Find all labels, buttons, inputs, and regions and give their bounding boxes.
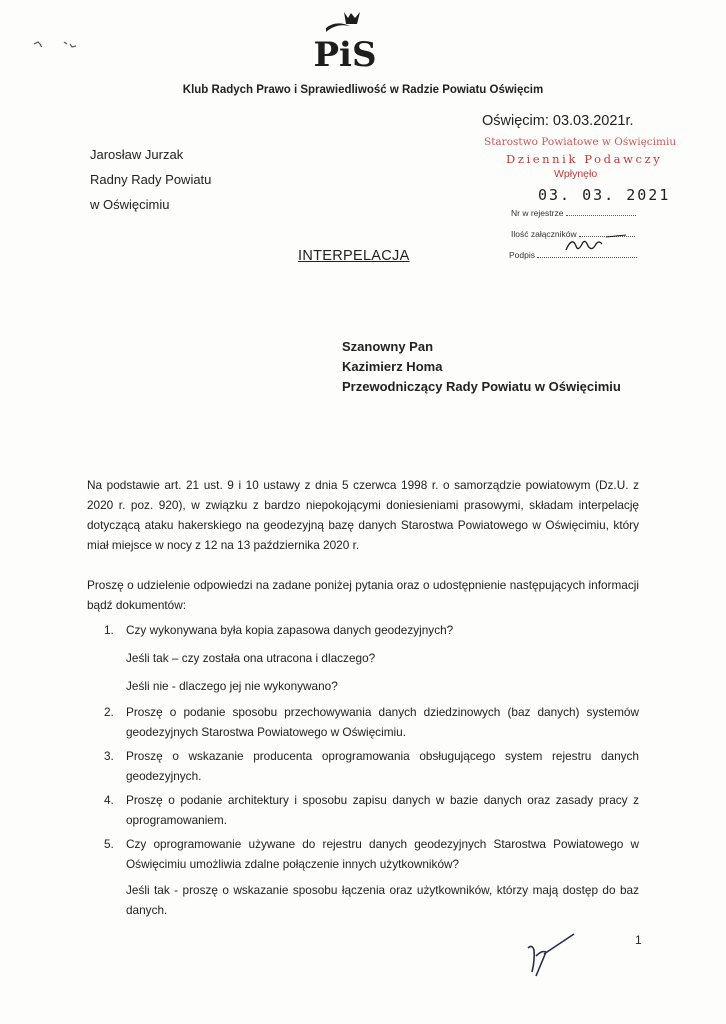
stamp-office: Starostwo Powiatowe w Oświęcimiu: [484, 136, 677, 148]
sender-name: Jarosław Jurzak: [90, 147, 184, 162]
item-number: 2.: [104, 705, 114, 719]
item-subtext: Jeśli tak – czy została ona utracona i dlaczego?: [126, 651, 376, 665]
sender-role: Radny Rady Powiatu: [90, 172, 212, 187]
punch-marks: [30, 36, 90, 56]
item-text: Proszę o podanie sposobu przechowywania danych dziedzinowych (baz danych) systemów geodezyjnych Starostwa Powiatowego w Oświęcimiu.: [126, 705, 639, 739]
addressee-name: Kazimierz Homa: [342, 359, 443, 374]
stamp-signature: [562, 232, 632, 258]
item-subtext: Jeśli tak - proszę o wskazanie sposobu łączenia oraz użytkowników, którzy mają dostęp do baz danych.: [126, 883, 639, 917]
page-number: 1: [635, 933, 642, 947]
item-number: 1.: [104, 623, 114, 637]
request-paragraph: Proszę o udzielenie odpowiedzi na zadane poniżej pytania oraz o udostępnienie następujących informacji bądź dokumentów:: [87, 578, 639, 612]
stamp-reg-label: Nr w rejestrze: [511, 208, 564, 218]
stamp-reg-row: [511, 208, 636, 218]
addressee-block: [342, 337, 621, 397]
stamp-received: Wpłynęło: [554, 168, 598, 180]
addressee-salutation: Szanowny Pan: [342, 339, 434, 354]
sender-block: [90, 142, 211, 217]
item-number: 5.: [104, 837, 114, 851]
item-text: Czy oprogramowanie używane do rejestru danych geodezyjnych Starostwa Powiatowego w Oświęcimiu umożliwia zdalne połączenie innych użytkowników?: [126, 837, 639, 871]
item-subtext: Jeśli nie - dlaczego jej nie wykonywano?: [126, 679, 338, 693]
sender-place: w Oświęcimiu: [90, 197, 170, 212]
handwritten-initial: [522, 932, 582, 982]
addressee-role: Przewodniczący Rady Powiatu w Oświęcimiu: [342, 379, 621, 394]
stamp-date: 03. 03. 2021: [538, 186, 671, 204]
document-title: INTERPELACJA: [298, 248, 410, 264]
stamp-journal: Dziennik Podawczy: [506, 152, 663, 166]
item-number: 4.: [104, 793, 114, 807]
logo-text: PiS: [313, 35, 377, 72]
item-text: Proszę o podanie architektury i sposobu zapisu danych w bazie danych oraz zasady pracy z oprogramowaniem.: [126, 793, 639, 827]
intro-paragraph: Na podstawie art. 21 ust. 9 i 10 ustawy z dnia 5 czerwca 1998 r. o samorządzie powiatowym (Dz.U. z 2020 r. poz. 920), w związku z bardzo niepokojącymi doniesieniami prasowymi, składam interpelację dotyczącą ataku hakerskiego na geodezyjną bazę danych Starostwa Powiatowego w Oświęcimiu, który miał miejsce w nocy z 12 na 13 października 2020 r.: [87, 478, 639, 552]
stamp-attach-label: Ilość załączników: [511, 229, 577, 239]
place-date: Oświęcim: 03.03.2021r.: [482, 113, 634, 129]
item-text: Proszę o wskazanie producenta oprogramowania obsługującego system rejestru danych geodezyjnych.: [126, 749, 639, 783]
item-text: Czy wykonywana była kopia zapasowa danych geodezyjnych?: [126, 623, 454, 637]
item-number: 3.: [104, 749, 114, 763]
stamp-sign-label: Podpis: [509, 250, 535, 260]
club-name: Klub Radych Prawo i Sprawiedliwość w Radzie Powiatu Oświęcim: [182, 84, 544, 96]
pis-logo: [300, 6, 390, 72]
